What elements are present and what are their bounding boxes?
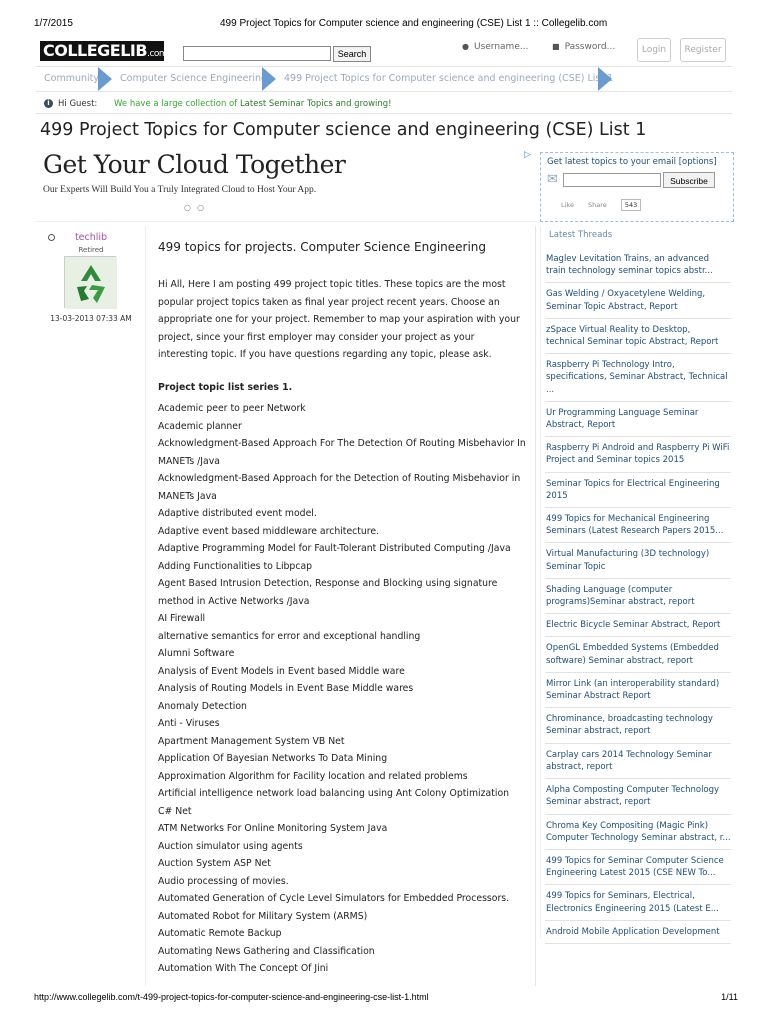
topic-list-item: Adding Functionalities to Libpcap [158, 560, 313, 572]
first-post [36, 226, 536, 986]
print-title: 499 Project Topics for Computer science and engineering (CSE) List 1 :: Collegelib.com [220, 18, 608, 29]
topic-list-item: Analysis of Routing Models in Event Base Middle wares [158, 683, 414, 694]
latest-thread-link[interactable]: Virtual Manufacturing (3D technology) Seminar Topic [545, 543, 731, 578]
latest-thread-link[interactable]: Maglev Levitation Trains, an advanced train technology seminar topics abstr... [545, 248, 731, 283]
topic-list-item: Anti - Viruses [158, 718, 220, 729]
logo-text: COLLEGELIB [43, 41, 148, 60]
topic-list-item: Auction simulator using agents [158, 840, 303, 852]
search-button[interactable]: Search [333, 46, 371, 62]
post-title: 499 topics for projects. Computer Science Engineering [158, 240, 487, 254]
latest-thread-link[interactable]: 499 Topics for Mechanical Engineering Seminars (Latest Research Papers 2015... [545, 508, 731, 543]
email-subscribe-box [540, 152, 734, 222]
lock-icon: ■ [552, 42, 560, 51]
social-buttons [561, 199, 641, 211]
latest-threads-heading: Latest Threads [549, 230, 613, 240]
password-field[interactable] [552, 42, 615, 56]
latest-thread-link[interactable]: 499 Topics for Seminar Computer Science Engineering Latest 2015 (CSE NEW To... [545, 850, 731, 885]
advertisement[interactable] [36, 148, 536, 222]
latest-thread-link[interactable]: OpenGL Embedded Systems (Embedded software) Seminar abstract, report [545, 637, 731, 672]
register-button[interactable]: Register [680, 38, 726, 62]
search-input[interactable] [183, 46, 331, 61]
print-page-number: 1/11 [721, 992, 738, 1002]
topic-list-item: Application Of Bayesian Networks To Data Mining [158, 753, 388, 764]
login-button[interactable]: Login [637, 38, 671, 62]
latest-thread-link[interactable]: Android Mobile Application Development [545, 921, 731, 944]
ad-subline[interactable]: Our Experts Will Build You a Truly Integrated Cloud to Host Your App. [43, 185, 317, 195]
topic-list-item: Anomaly Detection [158, 700, 247, 712]
topic-list-item: AI Firewall [158, 613, 206, 624]
breadcrumb-chevron-icon [598, 67, 612, 91]
recycle-avatar-icon [65, 257, 117, 309]
topic-list-item: Automated Robot for Military System (ARMS) [158, 910, 368, 922]
subscribe-button[interactable]: Subscribe [663, 172, 715, 188]
post-intro: Hi All, Here I am posting 499 project topic titles. These topics are the most popular project topics taken as final year project recent years. Choose an appropriate one for your project. Remember to map your aspiration with your project, since your first employer may consider your project as your interesting topic. If you have questions regarding any topic, please ask. [158, 279, 520, 360]
avatar[interactable] [64, 256, 116, 308]
topic-list-item: Approximation Algorithm for Facility location and related problems [158, 770, 468, 782]
latest-thread-link[interactable]: zSpace Virtual Reality to Desktop, technical Seminar topic Abstract, Report [545, 319, 731, 354]
topic-list-item: Adaptive distributed event model. [158, 508, 317, 519]
breadcrumb-community[interactable]: Community [44, 73, 99, 84]
topic-list-item: Audio processing of movies. [158, 875, 289, 887]
ad-headline[interactable]: Get Your Cloud Together [43, 150, 346, 179]
user-icon: ● [462, 42, 469, 51]
latest-thread-link[interactable]: 499 Topics for Seminars, Electrical, Electronics Engineering 2015 (Latest E... [545, 885, 731, 920]
breadcrumb [36, 66, 732, 92]
topic-list-item: Adaptive Programming Model for Fault-Tolerant Distributed Computing /Java [158, 543, 511, 554]
topic-list-item: Automation With The Concept Of Jini [158, 963, 329, 974]
ad-pager-dots-icon[interactable]: ○○ [184, 203, 210, 212]
topic-list-item: alternative semantics for error and exceptional handling [158, 630, 421, 642]
latest-threads-list [545, 248, 731, 944]
guest-notice [36, 94, 732, 114]
topic-list-item: Academic peer to peer Network [158, 403, 306, 414]
latest-thread-link[interactable]: Ur Programming Language Seminar Abstract, Report [545, 402, 731, 437]
page-title: 499 Project Topics for Computer science and engineering (CSE) List 1 [40, 120, 647, 140]
print-url: http://www.collegelib.com/t-499-project-topics-for-computer-science-and-engineering-cse-list-1.html [34, 992, 429, 1002]
logo-suffix: .com [147, 49, 168, 59]
breadcrumb-chevron-icon [262, 67, 276, 91]
latest-thread-link[interactable]: Alpha Composting Computer Technology Seminar abstract, report [545, 779, 731, 814]
latest-threads-panel [540, 226, 734, 938]
username-field[interactable] [462, 42, 528, 56]
info-icon: i [44, 99, 53, 108]
latest-thread-link[interactable]: Gas Welding / Oxyacetylene Welding, Seminar Topic Abstract, Report [545, 283, 731, 318]
share-button[interactable]: Share [588, 201, 607, 209]
topic-list-item: Auction System ASP Net [158, 858, 271, 869]
topic-list-item: Analysis of Event Models in Event based Middle ware [158, 665, 405, 677]
site-logo[interactable] [40, 41, 168, 61]
topic-list-item: Automatic Remote Backup [158, 928, 282, 939]
guest-greeting: Hi Guest: [58, 99, 98, 109]
post-user-role: Retired [78, 246, 104, 254]
post-timestamp: 13-03-2013 07:33 AM [50, 314, 132, 323]
post-username[interactable]: techlib [74, 232, 108, 243]
notice-prefix: We have a large collection of [114, 99, 240, 109]
latest-thread-link[interactable]: Raspberry Pi Android and Raspberry Pi WiFi Project and Seminar topics 2015 [545, 437, 731, 472]
topic-list-item: Academic planner [158, 420, 242, 432]
latest-thread-link[interactable]: Seminar Topics for Electrical Engineering 2015 [545, 473, 731, 508]
topic-list-item: Automated Generation of Cycle Level Simulators for Embedded Processors. [158, 893, 510, 904]
print-footer [34, 992, 738, 1006]
topic-list-item: Artificial intelligence network load balancing using Ant Colony Optimization C# Net [158, 788, 510, 817]
notice-link[interactable]: Latest Seminar Topics and growing! [239, 99, 392, 109]
print-header [34, 18, 734, 32]
topic-list-item: Apartment Management System VB Net [158, 735, 345, 747]
email-input[interactable] [563, 173, 661, 187]
latest-thread-link[interactable]: Electric Bicycle Seminar Abstract, Report [545, 614, 731, 637]
topic-list-heading: Project topic list series 1. [158, 382, 293, 393]
print-date: 1/7/2015 [34, 18, 73, 29]
breadcrumb-chevron-icon [98, 67, 112, 91]
topic-list [158, 400, 526, 978]
password-placeholder: Password... [564, 42, 616, 52]
like-button[interactable]: Like [561, 201, 574, 209]
adchoices-icon[interactable]: ▷ [524, 150, 531, 160]
latest-thread-link[interactable]: Carplay cars 2014 Technology Seminar abstract, report [545, 744, 731, 779]
breadcrumb-current: 499 Project Topics for Computer science and engineering (CSE) List 1 [284, 73, 614, 84]
latest-thread-link[interactable]: Shading Language (computer programs)Seminar abstract, report [545, 579, 731, 614]
topic-list-item: Alumni Software [158, 648, 235, 659]
latest-thread-link[interactable]: Raspberry Pi Technology Intro, specifications, Seminar Abstract, Technical ... [545, 354, 731, 402]
latest-thread-link[interactable]: Mirror Link (an interoperability standard) Seminar Abstract Report [545, 673, 731, 708]
topic-list-item: ATM Networks For Online Monitoring System Java [158, 823, 388, 834]
subscribe-title[interactable]: Get latest topics to your email [options] [547, 157, 717, 167]
latest-thread-link[interactable]: Chroma Key Compositing (Magic Pink) Computer Technology Seminar abstract, r... [545, 815, 731, 850]
envelope-icon: ✉ [547, 172, 558, 187]
topic-list-item: Acknowledgment-Based Approach for the Detection of Routing Misbehavior in MANETs Java [158, 473, 521, 502]
username-placeholder: Username... [473, 42, 529, 52]
topic-list-item: Automating News Gathering and Classification [158, 945, 375, 957]
topic-list-item: Adaptive event based middleware architecture. [158, 525, 380, 537]
topic-list-item: Acknowledgment-Based Approach For The Detection Of Routing Misbehavior In MANETs /Java [158, 438, 526, 467]
latest-thread-link[interactable]: Chrominance, broadcasting technology Seminar abstract, report [545, 708, 731, 743]
notice-message [114, 94, 392, 114]
share-count: 543 [621, 199, 641, 211]
post-author-panel [36, 226, 146, 986]
breadcrumb-cse[interactable]: Computer Science Engineering [120, 73, 268, 84]
topic-list-item: Agent Based Intrusion Detection, Response and Blocking using signature method in Active Networks /Java [158, 578, 498, 607]
